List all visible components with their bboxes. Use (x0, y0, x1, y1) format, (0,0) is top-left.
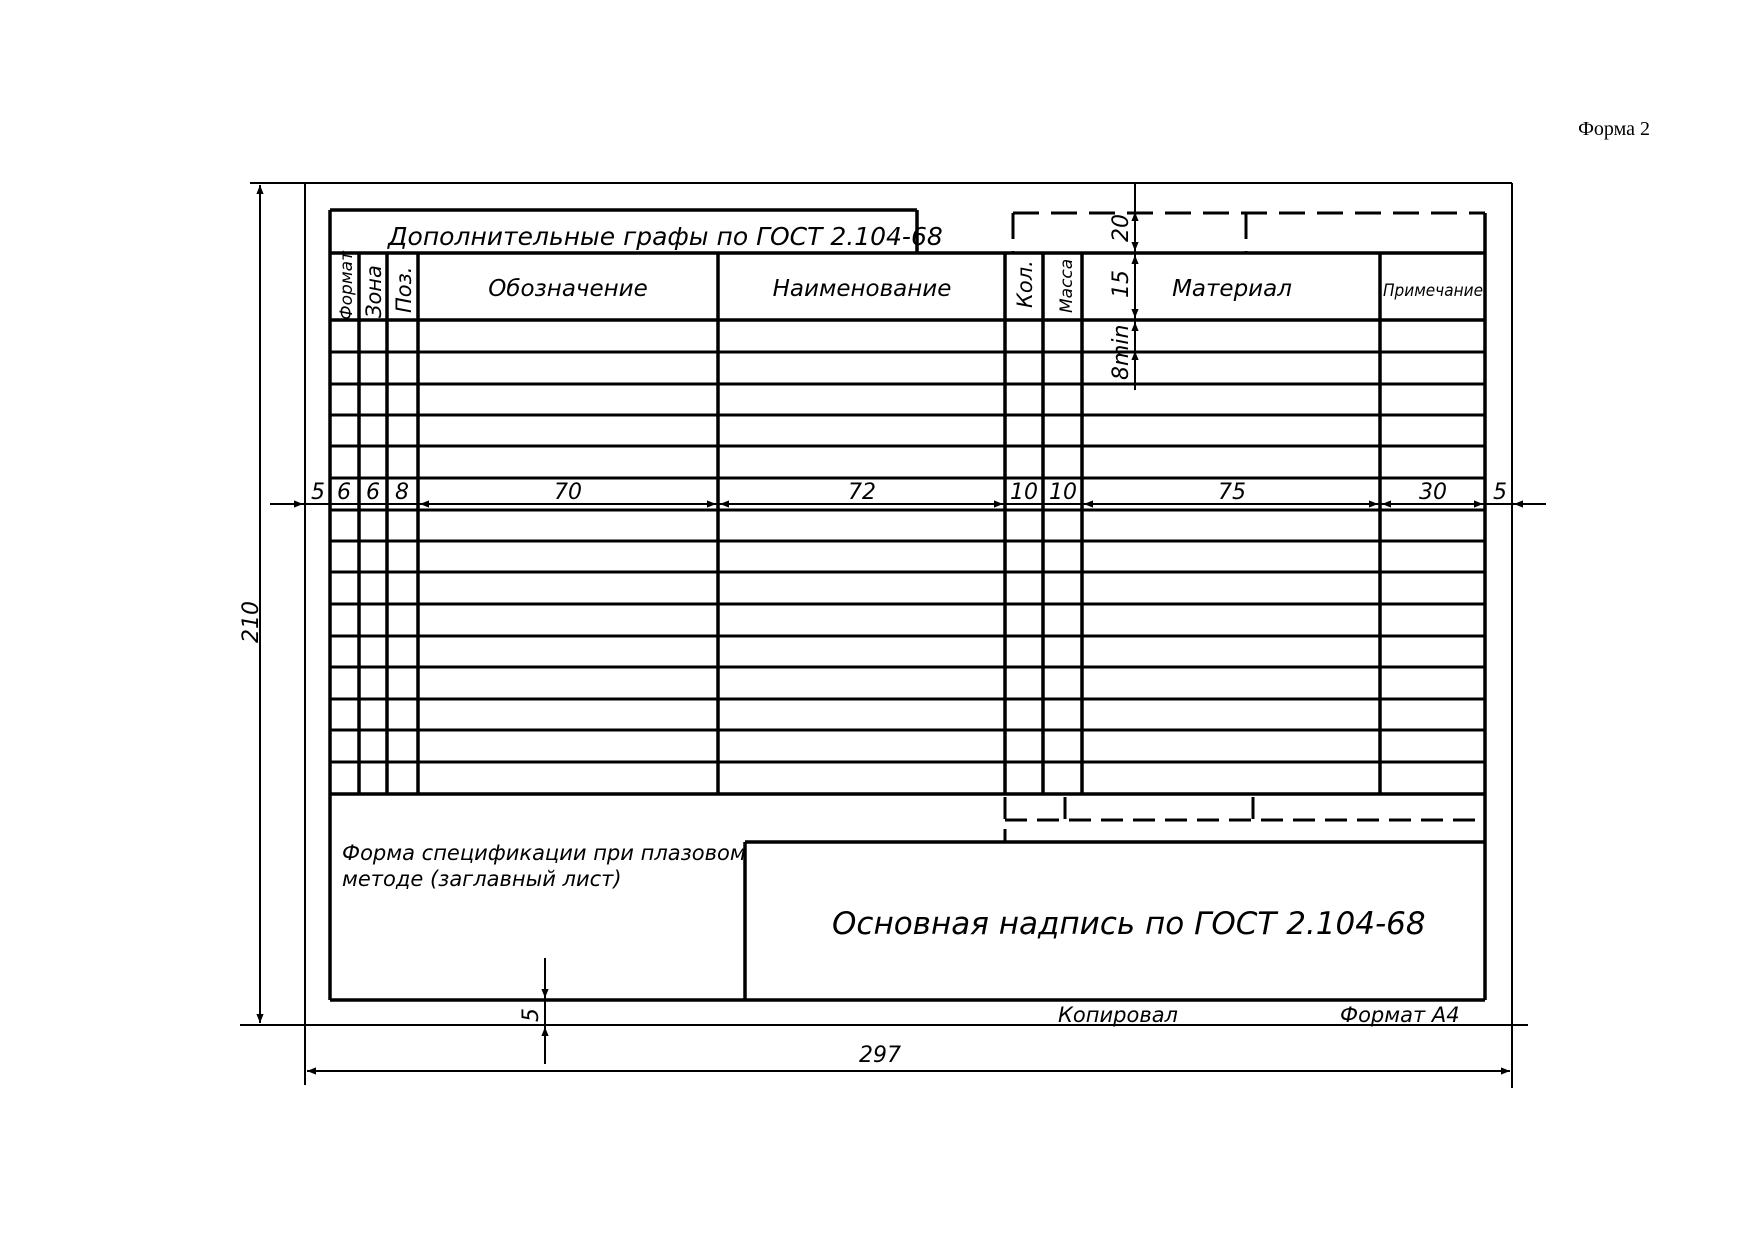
title-block-caption: Основная надпись по ГОСТ 2.104-68 (832, 906, 1426, 942)
name-width-dimension: 72 (848, 480, 876, 505)
zone-width-dimension: 6 (366, 480, 380, 505)
form-number-label: Форма 2 (1578, 118, 1650, 140)
material-width-dimension: 75 (1218, 480, 1246, 505)
column-header-format: Формат (337, 251, 357, 320)
row-height-min-label: 8min (1109, 324, 1134, 380)
form-caption-line2: методе (заглавный лист) (342, 867, 622, 891)
column-separators (359, 253, 1380, 794)
margin-right-dimension: 5 (1493, 480, 1507, 505)
column-header-note: Примечание (1383, 281, 1483, 301)
column-header-zone: Зона (362, 265, 386, 318)
quantity-width-dimension: 10 (1010, 480, 1038, 505)
table-row-lines (330, 352, 1485, 762)
column-header-name: Наименование (772, 276, 952, 302)
position-width-dimension: 8 (395, 480, 409, 505)
copied-by-label: Копировал (1058, 1003, 1178, 1027)
column-header-quantity: Кол. (1013, 260, 1037, 308)
form-caption-line1: Форма спецификации при плазовом (342, 841, 746, 865)
format-size-label: Формат А4 (1340, 1003, 1460, 1027)
additional-columns-title: Дополнительные графы по ГОСТ 2.104-68 (388, 222, 943, 251)
column-header-position: Поз. (392, 266, 416, 313)
additional-columns-dashed (1013, 213, 1485, 253)
designation-width-dimension: 70 (554, 480, 582, 505)
format-width-dimension: 6 (337, 480, 351, 505)
column-header-designation: Обозначение (488, 276, 648, 302)
bottom-dashed-boxes (1005, 797, 1485, 842)
mass-width-dimension: 10 (1049, 480, 1077, 505)
sheet-height-label: 210 (239, 601, 264, 643)
column-header-mass: Масса (1057, 258, 1077, 313)
note-width-dimension: 30 (1419, 480, 1447, 505)
column-header-material: Материал (1172, 276, 1292, 302)
top-row-height-label: 20 (1109, 214, 1134, 242)
header-height-label: 15 (1109, 270, 1134, 298)
bottom-margin-label: 5 (519, 1008, 544, 1022)
sheet-width-label: 297 (859, 1043, 901, 1068)
margin-left-dimension: 5 (311, 480, 325, 505)
